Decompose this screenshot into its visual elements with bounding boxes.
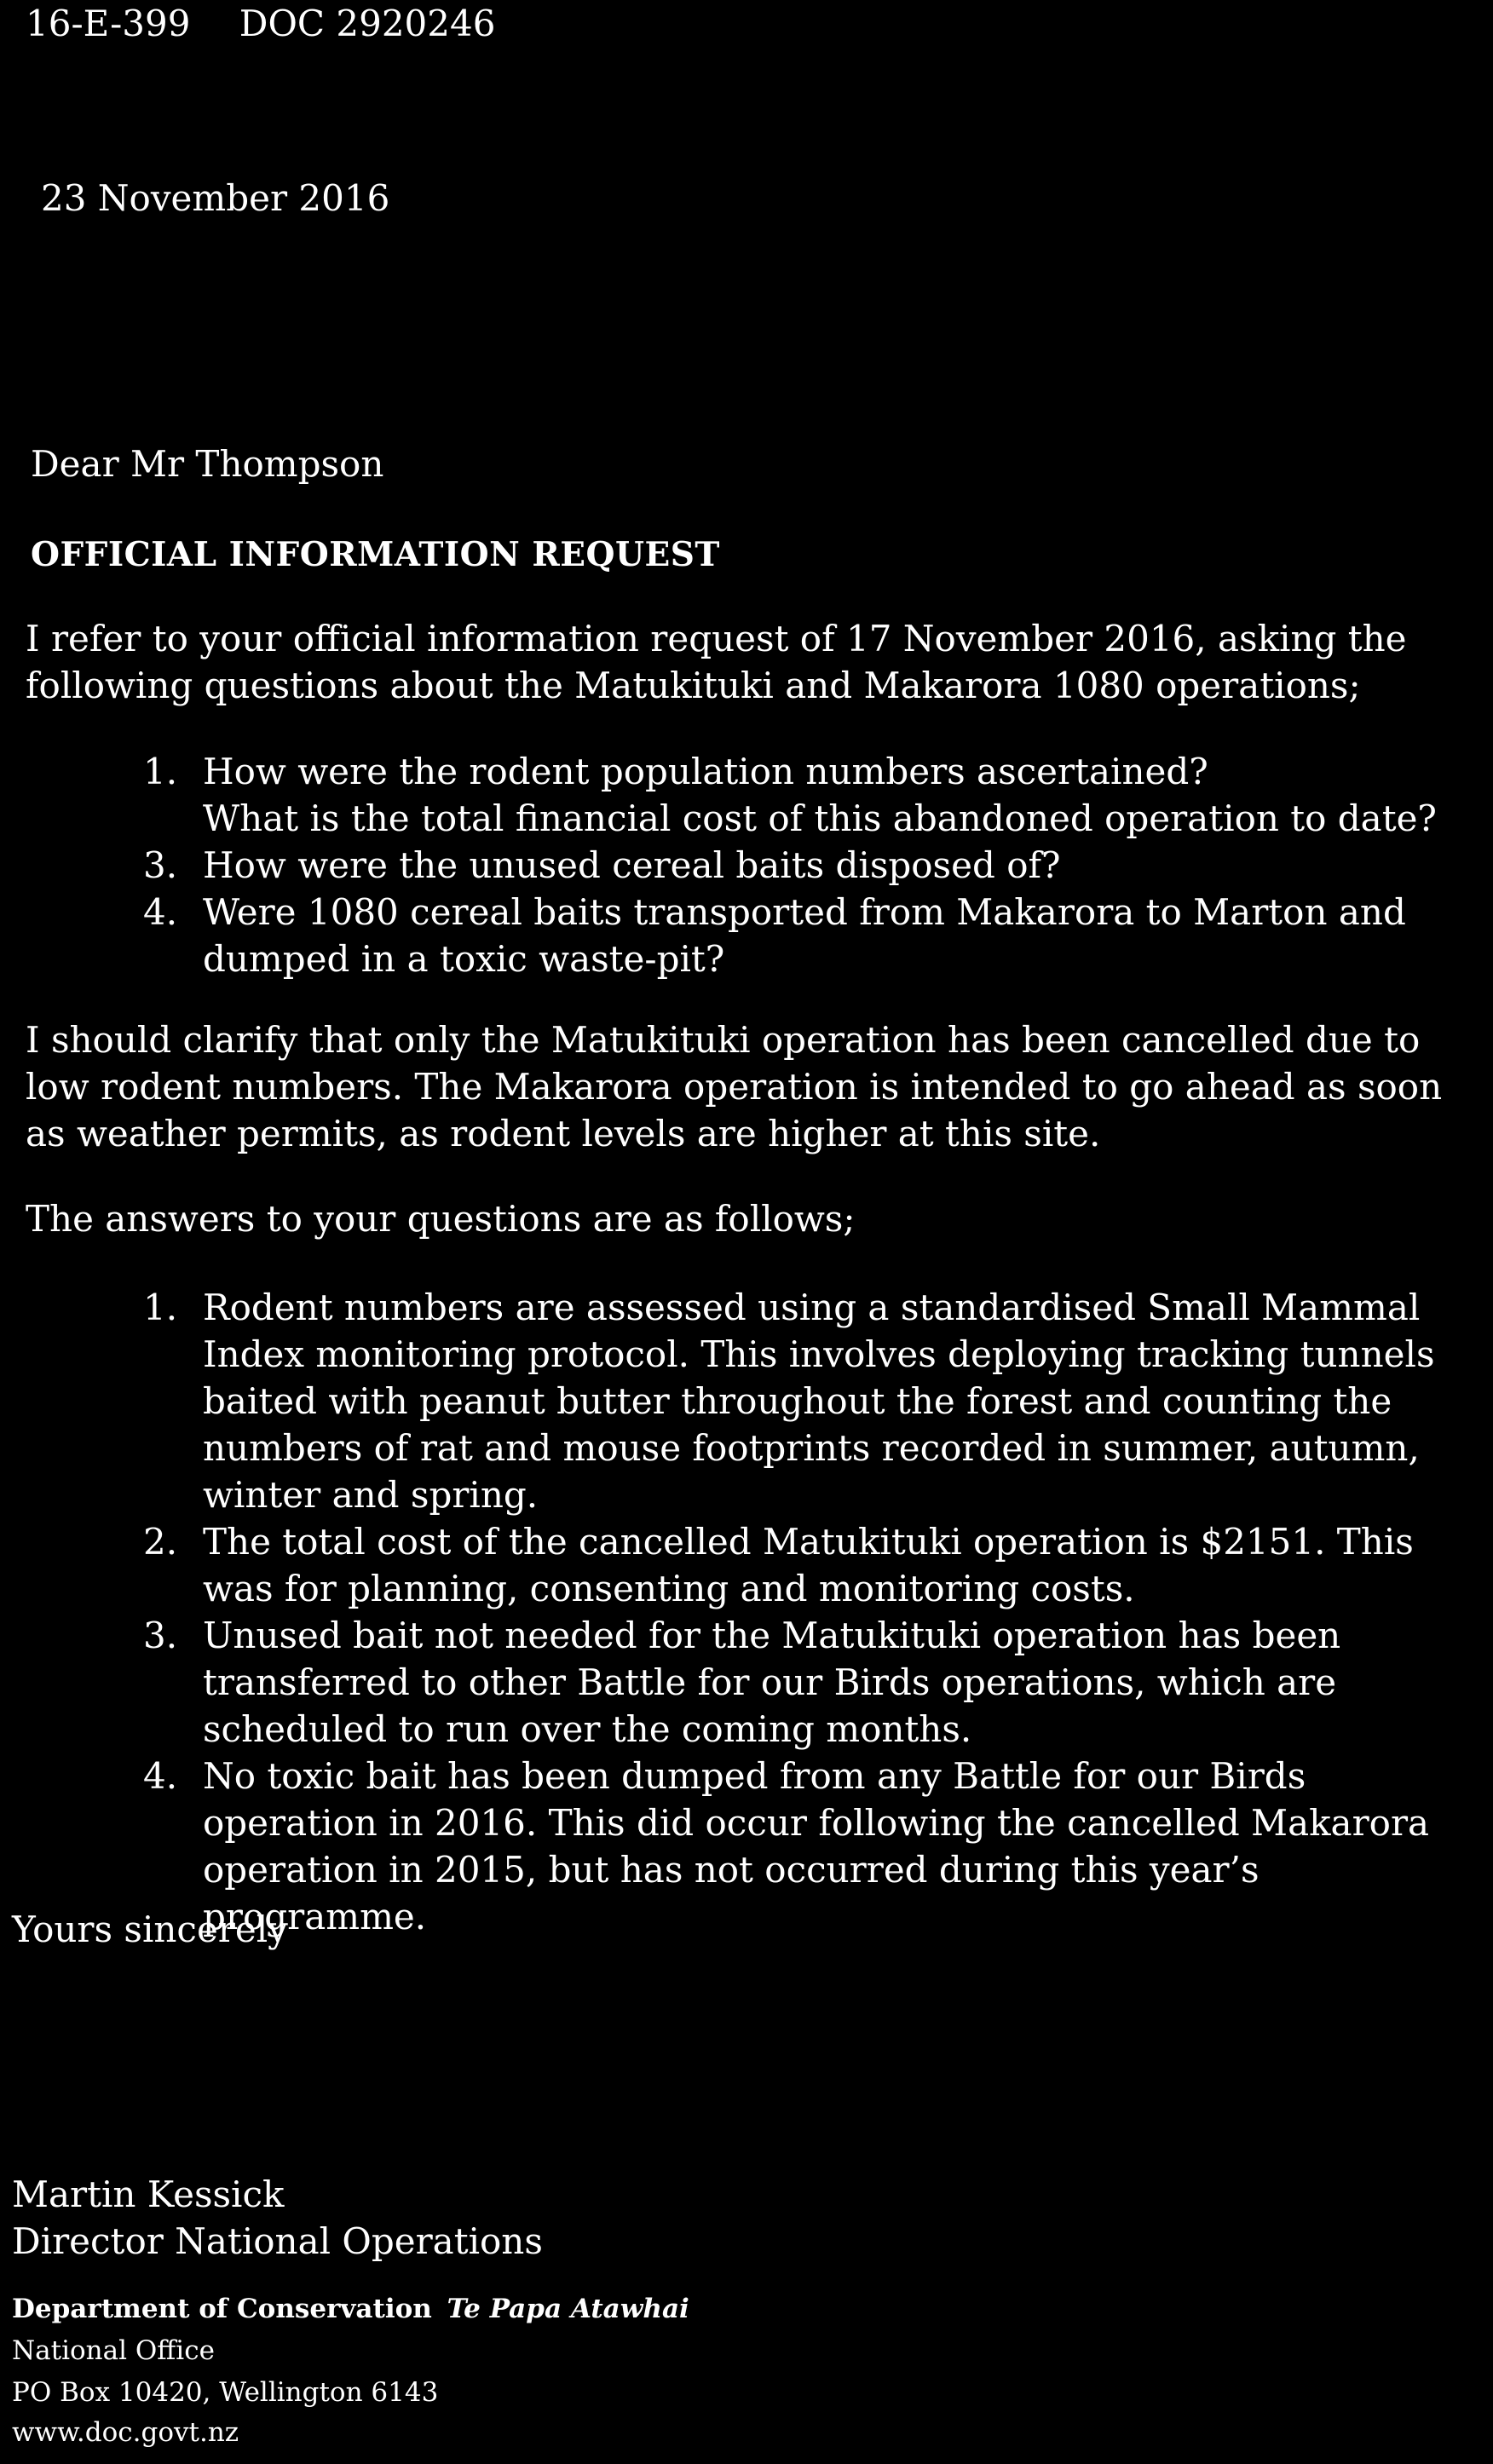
intro-paragraph: I refer to your official information request of 17 November 2016, asking the following questions about the Matukituki and Makarora 1080 operations; [26,618,1407,706]
item-number: 2. [143,1521,178,1563]
answers-list [143,1284,1490,1940]
organisation-maori-name: Te Papa Atawhai [447,2294,689,2324]
item-number: 1. [143,1287,178,1328]
list-item [143,1612,1490,1753]
signer-title: Director National Operations [12,2220,543,2262]
organisation-line [12,2291,689,2328]
answer-text: Unused bait not needed for the Matukituki operation has been transferred to other Battle for our Birds operations, which are scheduled to run over the coming months. [203,1615,1341,1750]
letterhead-footer [12,2291,689,2451]
reference-line [26,0,495,47]
item-number: 3. [143,1615,178,1656]
item-number: 3. [143,844,178,886]
item-number: 4. [143,1755,178,1797]
signer-name: Martin Kessick [12,2173,285,2215]
file-code: 16-E-399 [26,3,191,44]
question-text: How were the rodent population numbers ascertained? [203,751,1208,792]
postal-address: PO Box 10420, Wellington 6143 [12,2377,439,2408]
question-text: How were the unused cereal baits disposed of? [203,844,1061,886]
closing: Yours sincerely [12,1908,288,1950]
item-number: 4. [143,891,178,933]
office-name: National Office [12,2335,215,2366]
organisation-name: Department of Conservation [12,2294,432,2324]
list-item [143,842,1490,889]
item-number [143,795,203,842]
question-text: What is the total financial cost of this abandoned operation to date? [203,797,1437,839]
doc-number: DOC 2920246 [239,3,496,44]
website: www.doc.govt.nz [12,2417,239,2448]
list-item [143,1753,1490,1940]
list-item [143,1518,1490,1612]
clarification-paragraph: I should clarify that only the Matukituki operation has been cancelled due to low rodent numbers. The Makarora operation is intended to go ahead as soon as weather permits, as rodent levels are higher at this site. [26,1019,1443,1154]
questions-list [143,748,1490,982]
answer-text: Rodent numbers are assessed using a standardised Small Mammal Index monitoring protocol. This involves deploying tracking tunnels baited with peanut butter throughout the forest and counting the numbers of rat and mouse footprints recorded in summer, autumn, winter and spring. [203,1287,1435,1516]
list-item [143,1284,1490,1518]
list-item [143,795,1490,842]
answer-text: No toxic bait has been dumped from any Battle for our Birds operation in 2016. This did occur following the cancelled Makarora operation in 2015, but has not occurred during this year’s programme. [203,1755,1430,1937]
answer-text: The total cost of the cancelled Matukituki operation is $2151. This was for planning, consenting and monitoring costs. [203,1521,1414,1609]
letter-heading: OFFICIAL INFORMATION REQUEST [31,535,720,574]
salutation: Dear Mr Thompson [31,443,384,485]
answers-intro: The answers to your questions are as follows; [26,1198,856,1240]
list-item [143,889,1490,982]
question-text: Were 1080 cereal baits transported from Makarora to Marton and dumped in a toxic waste-pit? [203,891,1406,980]
letter-date: 23 November 2016 [41,177,390,219]
item-number: 1. [143,751,178,792]
list-item [143,748,1490,795]
